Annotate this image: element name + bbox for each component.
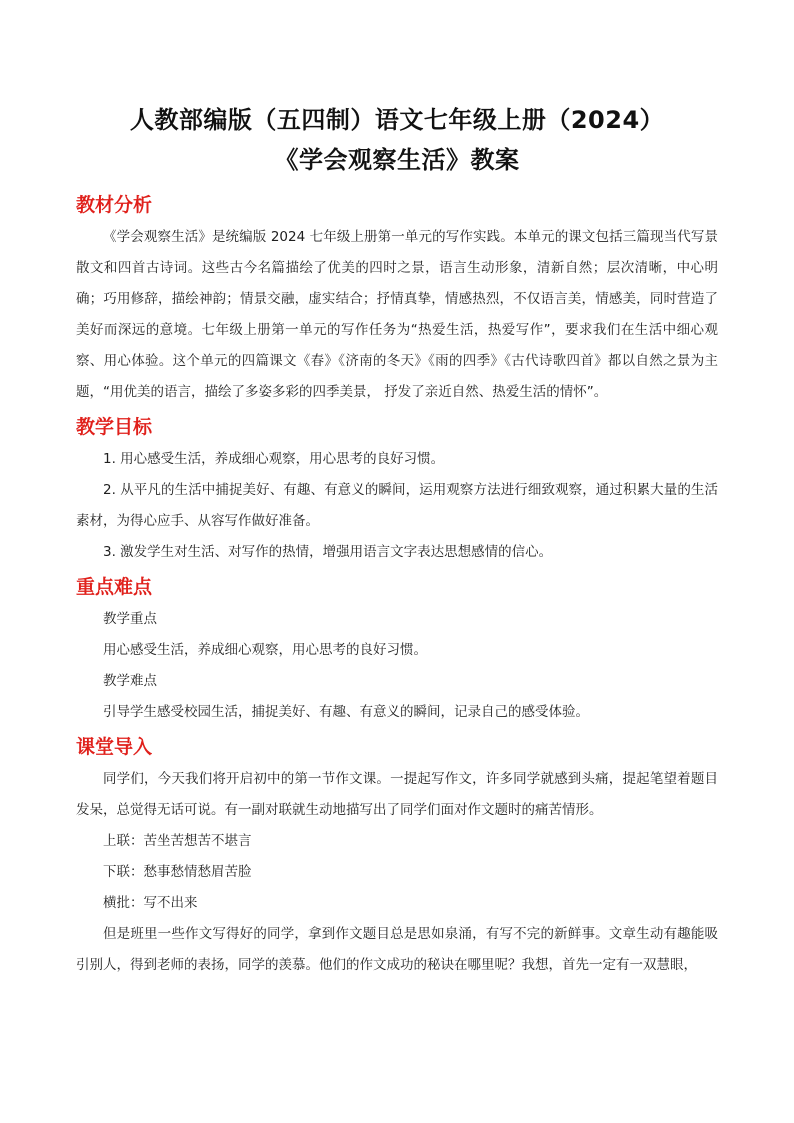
section-teaching-goals [76,410,718,568]
analysis-paragraph: 《学会观察生活》是统编版 2024 七年级上册第一单元的写作实践。本单元的课文包括三篇现当代写景散文和四首古诗词。这些古今名篇描绘了优美的四时之景，语言生动形象，清新自然；层次清晰，中心明确；巧用修辞，描绘神韵；情景交融，虚实结合；抒情真挚，情感热烈，不仅语言美，情感美，同时营造了美好而深远的意境。七年级上册第一单元的写作任务为“热爱生活，热爱写作”，要求我们在生活中细心观察、用心体验。这个单元的四篇课文《春》《济南的冬天》《雨的四季》《古代诗歌四首》都以自然之景为主题，“用优美的语言，描绘了多姿多彩的四季美景， 抒发了亲近自然、热爱生活的情怀”。 [76,229,718,400]
couplet-lower: 下联：愁事愁情愁眉苦脸 [103,864,252,880]
section-heading-goals: 教学目标 [76,416,153,438]
focus-label: 教学重点 [103,611,157,627]
section-key-difficult-points [76,570,718,728]
title-line-1: 人教部编版（五四制）语文七年级上册（2024） [129,106,665,134]
section-textbook-analysis [76,188,718,408]
section-heading-key-points: 重点难点 [76,576,153,598]
focus-text: 用心感受生活，养成细心观察，用心思考的良好习惯。 [103,642,427,658]
title-line-2: 《学会观察生活》教案 [274,146,520,174]
couplet-banner: 横批：写不出来 [103,895,198,911]
intro-paragraph-2: 但是班里一些作文写得好的同学，拿到作文题目总是思如泉涌，有写不完的新鲜事。文章生动有趣能吸引别人，得到老师的表扬，同学的羡慕。他们的作文成功的秘诀在哪里呢？我想，首先一定有一双慧眼， [76,926,718,973]
document-title [76,0,718,180]
goal-item-1: 1. 用心感受生活，养成细心观察，用心思考的良好习惯。 [103,451,445,467]
couplet-upper: 上联：苦坐苦想苦不堪言 [103,833,252,849]
section-heading-intro: 课堂导入 [76,736,153,758]
difficulty-text: 引导学生感受校园生活，捕捉美好、有趣、有意义的瞬间，记录自己的感受体验。 [103,704,589,720]
section-class-introduction [76,730,718,981]
goal-item-3: 3. 激发学生对生活、对写作的热情，增强用语言文字表达思想感情的信心。 [103,544,553,560]
difficulty-label: 教学难点 [103,673,157,689]
section-heading-analysis: 教材分析 [76,194,153,216]
intro-paragraph-1: 同学们，今天我们将开启初中的第一节作文课。一提起写作文，许多同学就感到头痛，提起笔望着题目发呆，总觉得无话可说。有一副对联就生动地描写出了同学们面对作文题时的痛苦情形。 [76,771,718,818]
goal-item-2: 2. 从平凡的生活中捕捉美好、有趣、有意义的瞬间，运用观察方法进行细致观察，通过积累大量的生活素材，为得心应手、从容写作做好准备。 [76,482,718,529]
